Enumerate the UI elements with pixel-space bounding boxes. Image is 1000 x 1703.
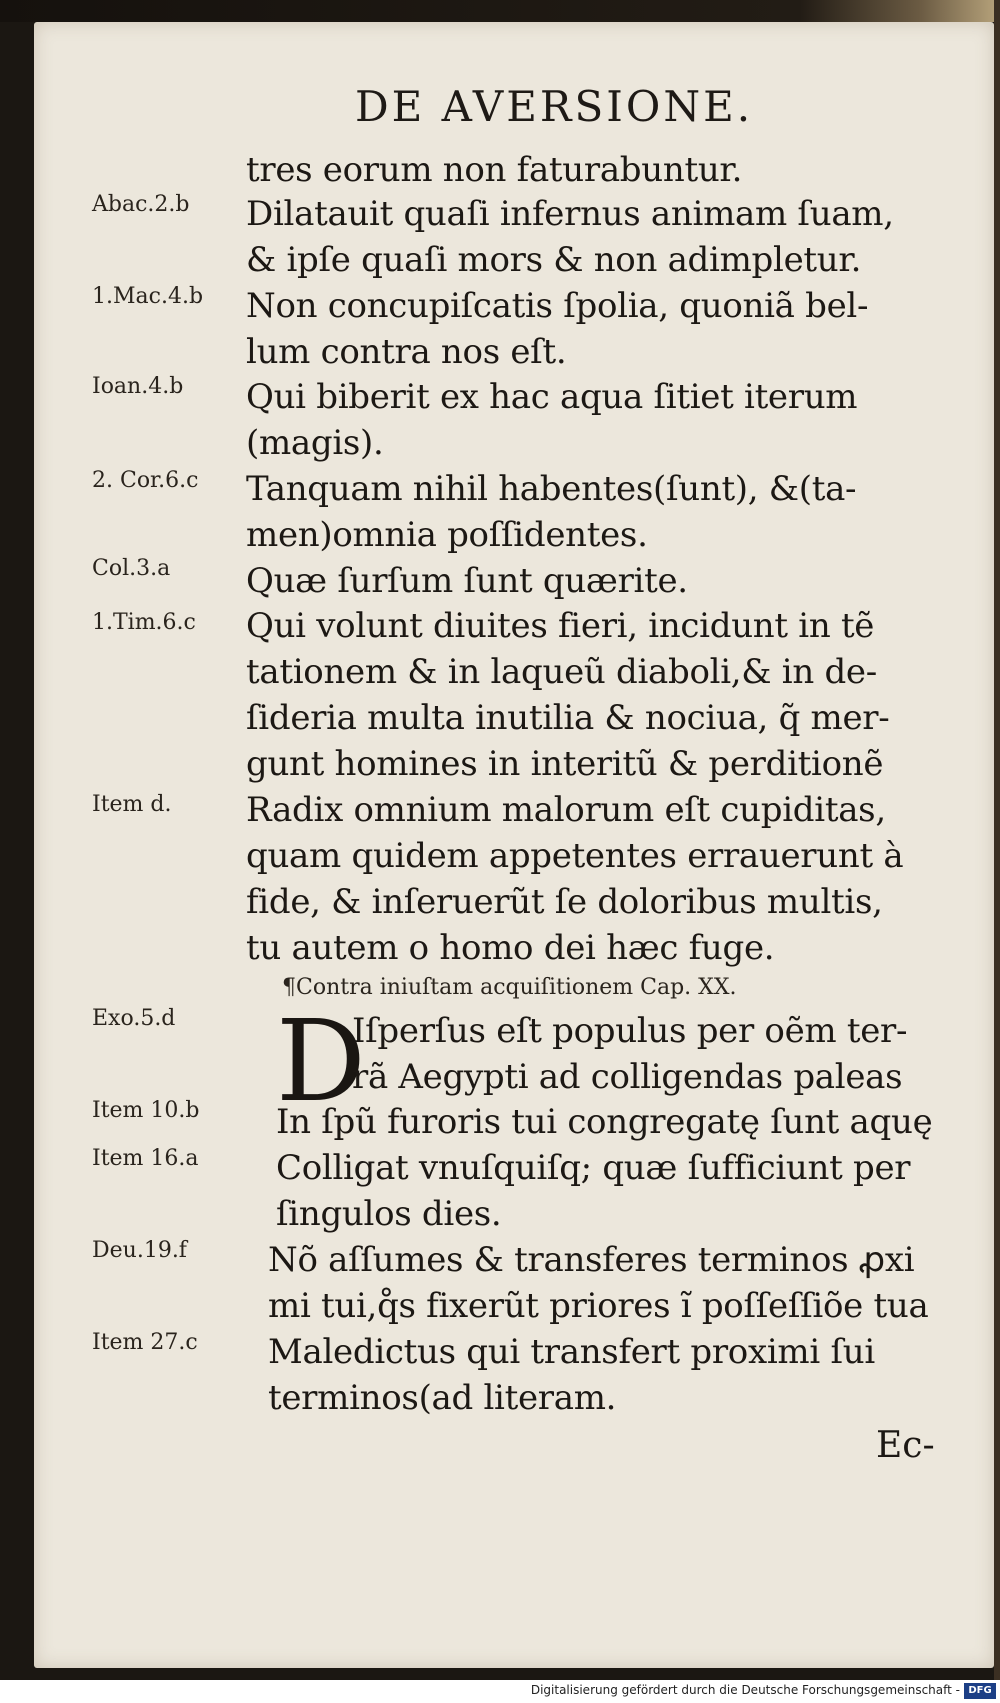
text-line: quam quidem appetentes errauerunt à — [246, 836, 904, 876]
text-line: Maledictus qui transfert proximi ſui — [268, 1332, 875, 1372]
margin-ref: Deu.19.f — [92, 1238, 187, 1263]
text-line: Quæ ſurſum ſunt quærite. — [246, 561, 688, 601]
margin-ref: Exo.5.d — [92, 1006, 176, 1031]
margin-ref: 1.Tim.6.c — [92, 610, 196, 635]
text-line: Non concupiſcatis ſpolia, quoniã bel- — [246, 286, 869, 326]
dfg-logo: DFG — [964, 1683, 996, 1699]
text-line: Tanquam nihil habentes(ſunt), &(ta- — [246, 469, 857, 509]
text-line: gunt homines in interitũ & perditionẽ — [246, 744, 884, 784]
text-line: tres eorum non faturabuntur. — [246, 150, 743, 190]
running-head: DE AVERSIONE. — [355, 82, 754, 131]
margin-ref: Col.3.a — [92, 556, 171, 581]
text-line: (magis). — [246, 423, 384, 463]
text-line: tu autem o homo dei hæc fuge. — [246, 928, 775, 968]
text-line: ſideria multa inutilia & nociua, q̃ mer- — [246, 698, 890, 738]
scan-top-edge — [0, 0, 1000, 22]
chapter-heading: ¶Contra iniuſtam acquiſitionem Cap. XX. — [282, 975, 737, 1000]
text-line: ſingulos dies. — [276, 1194, 502, 1234]
margin-ref: Item 10.b — [92, 1098, 200, 1123]
scan-right-edge — [994, 0, 1000, 1680]
text-line: Qui biberit ex hac aqua ſitiet iterum — [246, 377, 858, 417]
text-line: tationem & in laqueũ diaboli,& in de- — [246, 652, 877, 692]
text-line: Nõ aſſumes & transferes terminos ꝓxi — [268, 1240, 915, 1280]
margin-ref: Item d. — [92, 792, 172, 817]
text-line: Qui volunt diuites fieri, incidunt in tẽ — [246, 606, 875, 646]
margin-ref: Item 16.a — [92, 1146, 199, 1171]
text-line: Radix omnium malorum eſt cupiditas, — [246, 790, 886, 830]
margin-ref: Abac.2.b — [92, 192, 190, 217]
text-line: fide, & inſeruerũt ſe doloribus multis, — [246, 882, 883, 922]
margin-ref: Ioan.4.b — [92, 374, 184, 399]
text-line: lum contra nos eſt. — [246, 332, 567, 372]
footer-credit: Digitalisierung gefördert durch die Deutsche Forschungsgemeinschaft - — [530, 1683, 960, 1697]
text-line: terminos(ad literam. — [268, 1378, 617, 1418]
catchword: Ec- — [876, 1425, 935, 1466]
text-line: & ipſe quaſi mors & non adimpletur. — [246, 240, 862, 280]
text-line: Dilatauit quaſi infernus animam ſuam, — [246, 194, 894, 234]
text-line: In ſpũ furoris tui congregatę ſunt aquę — [276, 1102, 933, 1142]
text-line: men)omnia poſſidentes. — [246, 515, 648, 555]
margin-ref: 2. Cor.6.c — [92, 468, 199, 493]
margin-ref: Item 27.c — [92, 1330, 198, 1355]
footer-bar — [0, 1680, 1000, 1703]
text-line: Colligat vnuſquiſq; quæ ſufficiunt per — [276, 1148, 911, 1188]
drop-cap: D — [276, 997, 366, 1127]
text-line: mi tui,q̊s fixerũt priores ĩ poſſeſſiõe tua — [268, 1286, 929, 1326]
text-line: Iſperſus eſt populus per oẽm ter- — [352, 1011, 908, 1051]
margin-ref: 1.Mac.4.b — [92, 284, 204, 309]
text-line: rã Aegypti ad colligendas paleas — [352, 1057, 903, 1097]
